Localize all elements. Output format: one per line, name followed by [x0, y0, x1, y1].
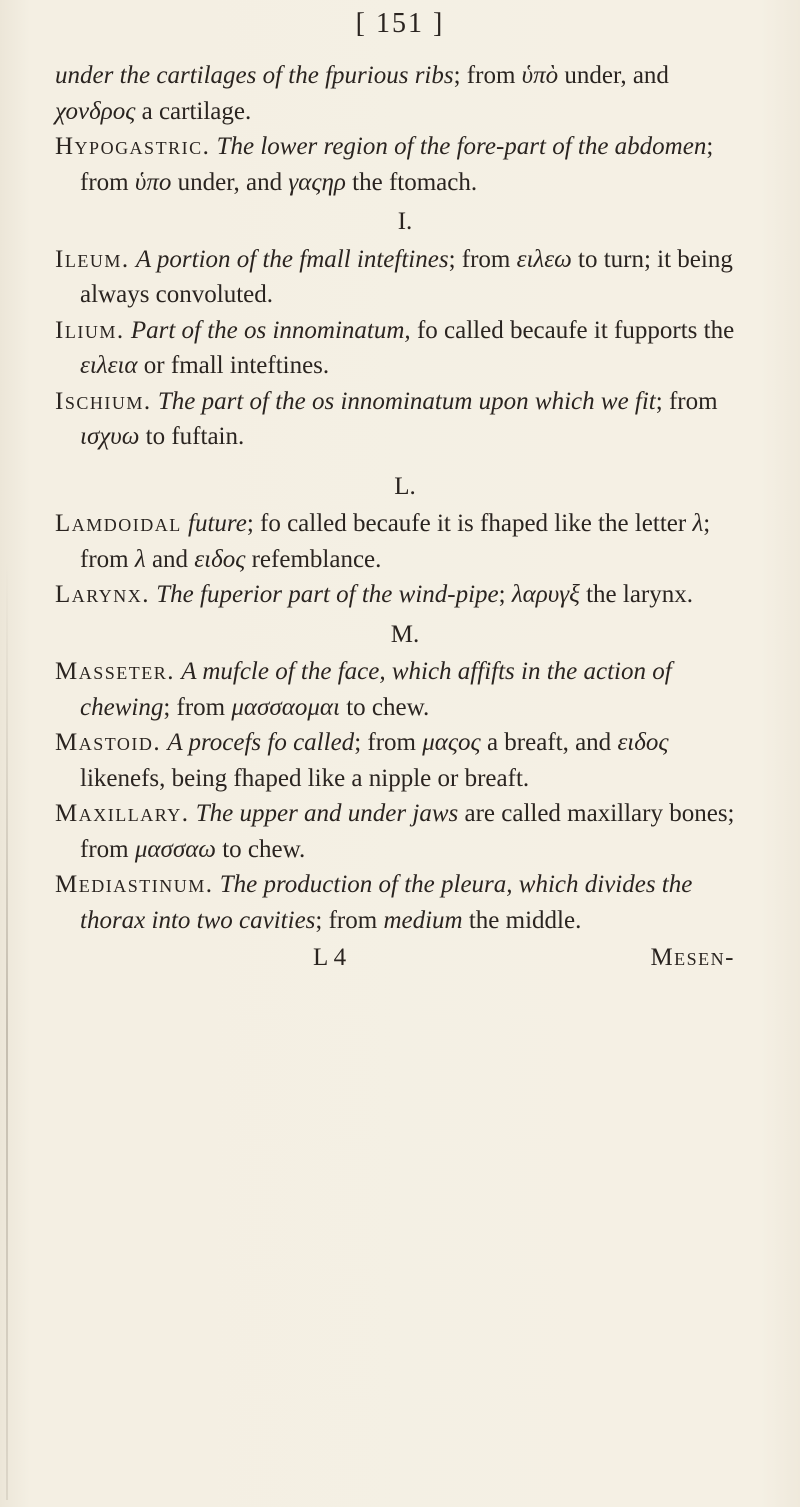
definition: future — [188, 510, 247, 537]
text-fragment: likenefs, being fhaped like a nipple or breaft. — [80, 764, 530, 792]
greek-word: ὑπὸ — [521, 62, 559, 89]
binding-shadow — [6, 560, 8, 1500]
text-fragment: the middle. — [462, 906, 582, 934]
definition: The lower region of the fore-part of the abdomen — [216, 133, 707, 160]
headword: Ischium. — [55, 387, 152, 415]
entry-maxillary — [55, 796, 755, 867]
section-letter-i: I. — [397, 208, 413, 235]
greek-word: ειλεια — [80, 352, 138, 379]
greek-word: μαςος — [422, 729, 481, 756]
entry-masseter — [55, 654, 755, 725]
text-fragment: ; from — [453, 62, 522, 89]
text-fragment: refemblance. — [245, 545, 382, 573]
text-fragment: ; from — [163, 693, 232, 721]
headword: Maxillary. — [55, 800, 190, 827]
text-fragment: to chew. — [215, 835, 306, 863]
text-fragment: and — [145, 545, 195, 573]
entry-hypogastric — [55, 129, 755, 200]
text-fragment: are called maxillary bones; from — [80, 800, 735, 863]
text-fragment: fo called becaufe it fupports the — [410, 316, 735, 344]
definition: The upper and under jaws — [195, 800, 459, 827]
greek-word: μασσαομαι — [231, 693, 340, 721]
definition: Part of the os innominatum, — [130, 316, 411, 344]
headword: Mastoid. — [55, 729, 162, 756]
greek-word: ειδος — [617, 729, 669, 756]
definition: The production of the pleura, which divides the thorax into two cavities — [80, 871, 693, 934]
entry-ilium — [55, 313, 755, 384]
entry-mediastinum — [55, 867, 755, 938]
greek-word: μασσαω — [134, 835, 216, 863]
text-fragment: the larynx. — [579, 581, 693, 608]
greek-word: λαρυγξ — [511, 581, 580, 608]
page-footer — [55, 940, 755, 976]
headword: Hypogastric. — [55, 133, 211, 160]
text-fragment: ; from — [80, 133, 714, 196]
greek-word: χονδρος — [55, 97, 136, 125]
text-fragment: ; from — [448, 245, 517, 273]
glossary-text — [55, 58, 755, 976]
text-fragment: a cartilage. — [135, 97, 252, 125]
text-fragment: under, and — [171, 168, 289, 196]
text-fragment: to turn; it being always convoluted. — [80, 245, 733, 308]
text-fragment: ; — [498, 581, 512, 608]
section-letter-l: L. — [394, 472, 416, 500]
definition: The fuperior part of the wind-pipe — [156, 581, 499, 608]
text-fragment: ; from — [315, 906, 384, 934]
text-fragment: the ftomach. — [345, 168, 478, 196]
entry-larynx — [55, 577, 755, 613]
definition: The part of the os innominatum upon which we fit — [157, 387, 656, 415]
greek-word: γαςηρ — [288, 168, 346, 196]
headword: Ilium. — [55, 316, 125, 344]
section-letter-m: M. — [390, 620, 420, 648]
headword: Ileum. — [55, 245, 130, 273]
headword: Masseter. — [55, 658, 175, 685]
headword: Larynx. — [55, 581, 151, 608]
entry-mastoid — [55, 725, 755, 796]
greek-word: ειδος — [194, 545, 246, 573]
greek-word: ειλεω — [516, 245, 572, 273]
text-fragment: or fmall inteftines. — [137, 352, 330, 379]
greek-word: λ — [692, 510, 704, 537]
text-fragment: under, and — [558, 62, 669, 89]
greek-word: λ — [134, 545, 146, 573]
text-fragment: ; from — [354, 729, 423, 756]
headword: Mediastinum. — [55, 871, 214, 898]
text-fragment: to fuftain. — [139, 423, 245, 450]
signature-mark: L 4 — [313, 944, 347, 971]
latin-word: medium — [383, 906, 463, 934]
continuation-entry — [55, 58, 755, 129]
text-fragment: ; fo called becaufe it is fhaped like the letter — [246, 510, 693, 537]
text-fragment: a breaft, and — [480, 729, 618, 756]
text-fragment: to chew. — [339, 693, 430, 721]
text-fragment: ; from — [655, 387, 718, 415]
headword: Lamdoidal — [55, 510, 182, 537]
entry-ileum — [55, 242, 755, 313]
entry-lamdoidal — [55, 506, 755, 577]
text-fragment: ; from — [80, 510, 711, 573]
definition: A mufcle of the face, which affifts in the action of chewing — [80, 658, 672, 721]
greek-word: ὑπο — [134, 168, 172, 196]
definition: A procefs fo called — [167, 729, 355, 756]
page-number: [ 151 ] — [355, 8, 445, 39]
greek-word: ισχυω — [80, 423, 140, 450]
definition: under the cartilages of the fpurious ribs — [55, 62, 454, 89]
catchword: Mesen- — [650, 944, 735, 971]
definition: A portion of the fmall inteftines — [135, 245, 449, 273]
entry-ischium — [55, 384, 755, 455]
